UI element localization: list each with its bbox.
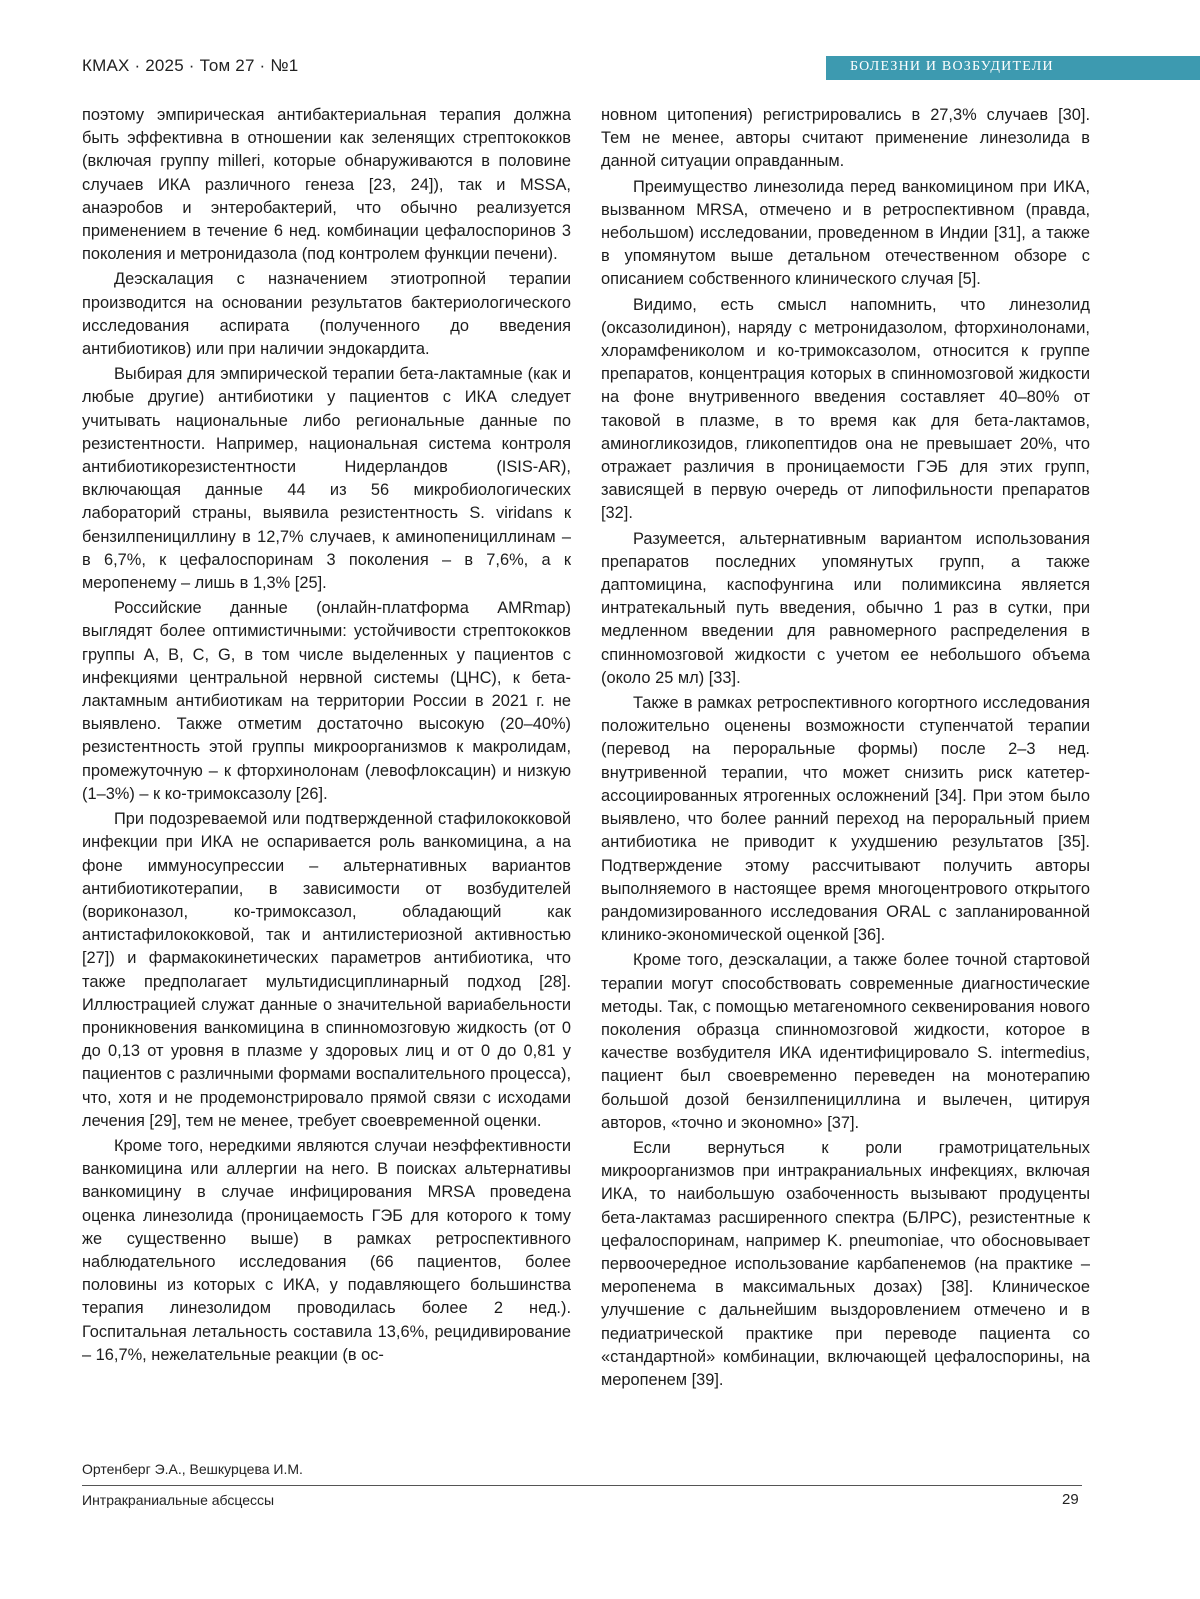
footer-divider <box>82 1485 1082 1486</box>
paragraph: Российские данные (онлайн-платформа AMRmap) выглядят более оптимистичными: устойчивости стрептококков группы A, B, C, G, в том числе выделенных у пациентов с инфекциями центральной нервной системы (ЦНС), к бета-лактамным антибиотикам на территории России в 2021 г. не выявлено. Также отметим достаточно высокую (20–40%) резистентность этой группы микроорганизмов к макролидам, промежуточную – к фторхинолонам (левофлоксацин) и низкую (1–3%) – к ко-тримоксазолу [26]. <box>82 599 571 803</box>
paragraph: Если вернуться к роли грамотрицательных микроорганизмов при интракраниальных инфекциях, включая ИКА, то наибольшую озабоченность вызывают продуценты бета-лактамаз расширенного спектра (БЛРС), резистентные к цефалоспоринам, например K. pneumoniae, что обосновывает первоочередное использование карбапенемов (на практике – меропенема в максимальных дозах) [38]. Клиническое улучшение с дальнейшим выздоровлением отмечено и в педиатрической практике при переводе пациента со «стандартной» комбинации, включающей цефалоспорины, на меропенем [39]. <box>601 1138 1090 1389</box>
paragraph: Преимущество линезолида перед ванкомицином при ИКА, вызванном MRSA, отмечено и в ретроспективном (правда, небольшом) исследовании, проведенном в Индии [31], а также в упомянутом выше детальном отечественном обзоре с описанием собственного клинического случая [5]. <box>601 177 1090 289</box>
paragraph: Видимо, есть смысл напомнить, что линезолид (оксазолидинон), наряду с метронидазолом, фторхинолонами, хлорамфениколом и ко-тримоксазолом, относится к группе препаратов, концентрация которых в спинномозговой жидкости на фоне внутривенного введения составляет 40–80% от таковой в плазме, в то время как для бета-лактамов, аминогликозидов, гликопептидов она не превышает 20%, что отражает различия в проницаемости ГЭБ для этих групп, зависящей в первую очередь от липофильности препаратов [32]. <box>601 295 1090 523</box>
paragraph: Разумеется, альтернативным вариантом использования препаратов последних упомянутых групп, а также даптомицина, каспофунгина или полимиксина является интратекальный путь введения, обычно 1 раз в сутки, при медленном введении для равномерного распределения в спинномозговой жидкости с учетом ее небольшого объема (около 25 мл) [33]. <box>601 529 1090 687</box>
paragraph: Кроме того, деэскалации, а также более точной стартовой терапии могут способствовать современные диагностические методы. Так, с помощью метагеномного секвенирования нового поколения образца спинномозговой жидкости, которое в качестве возбудителя ИКА идентифицировало S. intermedius, пациент был своевременно переведен на монотерапию большой дозой бензилпенициллина и вылечен, цитируя авторов, «точно и экономно» [37]. <box>601 951 1090 1132</box>
paragraph: поэтому эмпирическая антибактериальная терапия должна быть эффективна в отношении как зеленящих стрептококков (включая группу milleri, которые обнаруживаются в половине случаев ИКА различного генеза [23, 24]), так и MSSA, анаэробов и энтеробактерий, что обычно реализуется применением в течение 6 нед. комбинации цефалоспоринов 3 поколения и метронидазола (под контролем функции печени). <box>82 106 571 264</box>
footer-authors: Ортенберг Э.А., Вешкурцева И.М. <box>82 1461 303 1477</box>
left-column <box>82 104 571 1367</box>
paragraph: При подозреваемой или подтвержденной стафилококковой инфекции при ИКА не оспаривается роль ванкомицина, а на фоне иммуносупрессии – альтернативных вариантов антибиотикотерапии, в зависимости от возбудителей (вориконазол, ко-тримоксазол, обладающий как антистафилококковой, так и антилистериозной активностью [27]) и фармакокинетических параметров антибиотика, что также предполагает мультидисциплинарный подход [28]. Иллюстрацией служат данные о значительной вариабельности проникновения ванкомицина в спинномозговую жидкость (от 0 до 0,13 от уровня в плазме у здоровых лиц и от 0 до 0,81 у пациентов с различными формами воспалительного процесса), что, хотя и не продемонстрировало прямой связи с исходами лечения [29], тем не менее, требует своевременной оценки. <box>82 810 571 1130</box>
paragraph: Деэскалация с назначением этиотропной терапии производится на основании результатов бактериологического исследования аспирата (полученного до введения антибиотиков) или при наличии эндокардита. <box>82 270 571 359</box>
right-column <box>601 104 1090 1392</box>
journal-header: КМАХ · 2025 · Том 27 · №1 <box>82 56 299 75</box>
page-number: 29 <box>1062 1491 1079 1508</box>
paragraph: Кроме того, нередкими являются случаи неэффективности ванкомицина или аллергии на него. В поисках альтернативы ванкомицину в случае инфицирования MRSA проведена оценка линезолида (проницаемость ГЭБ для которого к тому же существенно выше) в рамках ретроспективного наблюдательного исследования (66 пациентов, более половины из которых с ИКА, у подавляющего большинства терапия линезолидом проводилась более 2 нед.). Госпитальная летальность составила 13,6%, рецидивирование – 16,7%, нежелательные реакции (в ос- <box>82 1136 571 1364</box>
paragraph: Выбирая для эмпирической терапии бета-лактамные (как и любые другие) антибиотики у пациентов с ИКА следует учитывать национальные либо региональные данные по резистентности. Например, национальная система контроля антибиотикорезистентности Нидерландов (ISIS-AR), включающая данные 44 из 56 микробиологических лабораторий страны, выявила резистентность S. viridans к бензилпенициллину в 12,7% случаев, к аминопенициллинам – в 6,7%, к цефалоспоринам 3 поколения – в 7,6%, а к меропенему – лишь в 1,3% [25]. <box>82 365 571 593</box>
paragraph: новном цитопения) регистрировались в 27,3% случаев [30]. Тем не менее, авторы считают применение линезолида в данной ситуации оправданным. <box>601 106 1090 171</box>
section-title: БОЛЕЗНИ И ВОЗБУДИТЕЛИ <box>850 59 1054 74</box>
section-band <box>826 56 1200 80</box>
footer-article-title: Интракраниальные абсцессы <box>82 1492 275 1508</box>
paragraph: Также в рамках ретроспективного когортного исследования положительно оценены возможности ступенчатой терапии (перевод на пероральные формы) после 2–3 нед. внутривенной терапии, что может снизить риск катетер-ассоциированных ятрогенных осложнений [34]. При этом было выявлено, что более ранний переход на пероральный прием антибиотика не приводит к ухудшению результатов [35]. Подтверждение этому рассчитывают получить авторы выполняемого в настоящее время многоцентрового открытого рандомизированного исследования ORAL с запланированной клинико-экономической оценкой [36]. <box>601 694 1090 945</box>
